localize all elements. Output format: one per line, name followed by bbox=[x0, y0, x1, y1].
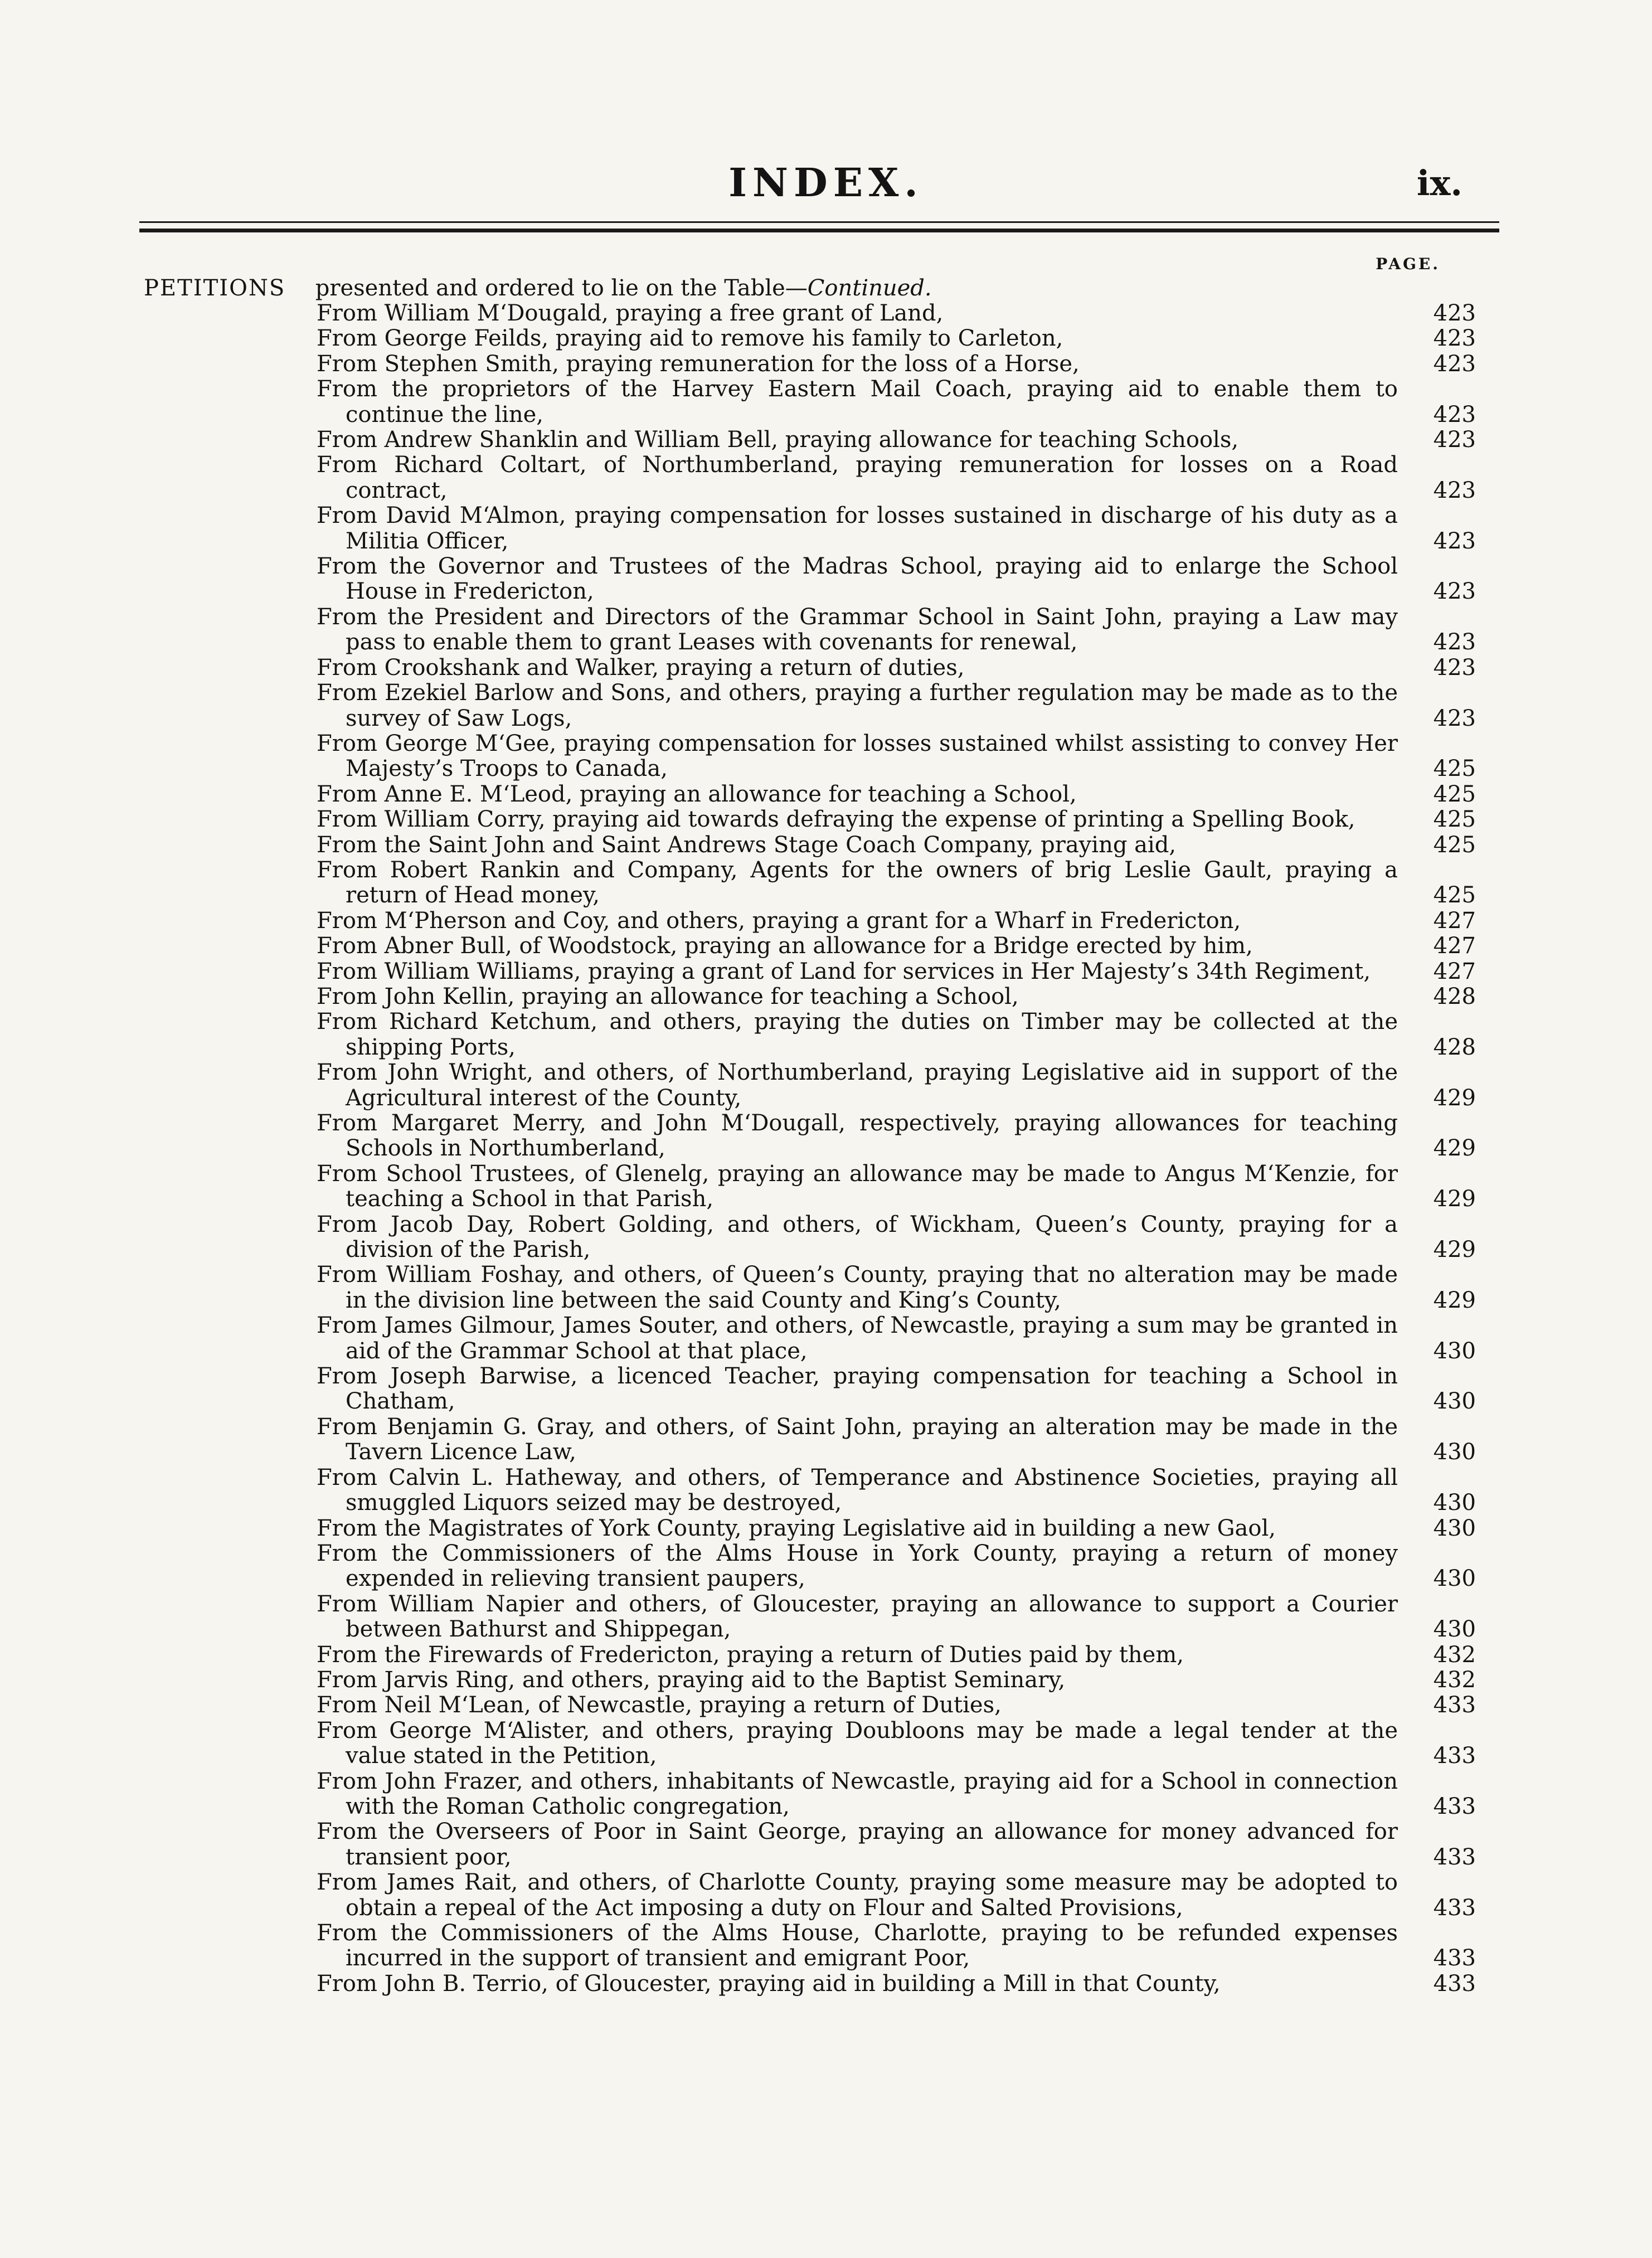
page-number: ix. bbox=[1416, 163, 1462, 203]
index-entry-text: From the Governor and Trustees of the Madras School, praying aid to enlarge the School House in Fredericton, bbox=[317, 553, 1398, 605]
index-entry-page: 430 bbox=[1433, 1388, 1476, 1415]
index-entry-text: From School Trustees, of Glenelg, praying an allowance may be made to Angus M‘Kenzie, for teaching a School in that Parish, bbox=[317, 1160, 1398, 1212]
index-entry-page: 425 bbox=[1433, 756, 1476, 782]
index-entry bbox=[317, 554, 1476, 605]
page-column-label: PAGE. bbox=[1376, 255, 1440, 273]
index-entry-text: From Robert Rankin and Company, Agents for the owners of brig Leslie Gault, praying a return of Head money, bbox=[317, 857, 1398, 909]
index-entry bbox=[317, 807, 1476, 832]
index-entry bbox=[317, 1313, 1476, 1364]
index-entry-text: From William Napier and others, of Gloucester, praying an allowance to support a Courier between Bathurst and Shippegan, bbox=[317, 1591, 1398, 1643]
index-entry bbox=[317, 984, 1476, 1009]
index-entry-page: 433 bbox=[1433, 1895, 1476, 1921]
index-entry-page: 433 bbox=[1433, 1793, 1476, 1819]
index-entry bbox=[317, 1718, 1476, 1769]
index-entry-page: 429 bbox=[1433, 1287, 1476, 1313]
index-entry bbox=[317, 1060, 1476, 1111]
index-entry bbox=[317, 858, 1476, 909]
index-entry-text: From James Rait, and others, of Charlotte County, praying some measure may be adopted to obtain a repeal of the Act imposing a duty on Flour and Salted Provisions, bbox=[317, 1869, 1398, 1921]
index-entry-text: From Andrew Shanklin and William Bell, praying allowance for teaching Schools, bbox=[317, 427, 1239, 453]
index-entry bbox=[317, 934, 1476, 959]
index-entry bbox=[317, 1415, 1476, 1465]
index-entry-page: 433 bbox=[1433, 1844, 1476, 1870]
index-entry bbox=[317, 352, 1476, 377]
index-entry-text: From Abner Bull, of Woodstock, praying an allowance for a Bridge erected by him, bbox=[317, 933, 1253, 959]
index-entry bbox=[317, 1668, 1476, 1693]
index-entry-text: From William Foshay, and others, of Queen’s County, praying that no alteration may be made in the division line between the said County and King’s County, bbox=[317, 1262, 1398, 1313]
index-entry bbox=[317, 1465, 1476, 1516]
index-entry-page: 427 bbox=[1433, 958, 1476, 984]
index-entry bbox=[317, 1541, 1476, 1592]
index-entry bbox=[317, 605, 1476, 655]
index-entry bbox=[317, 1516, 1476, 1541]
index-entry-text: From Stephen Smith, praying remuneration for the loss of a Horse, bbox=[317, 351, 1080, 377]
index-entry-text: From Crookshank and Walker, praying a return of duties, bbox=[317, 654, 965, 681]
index-entry-page: 430 bbox=[1433, 1566, 1476, 1592]
index-entry-page: 423 bbox=[1433, 401, 1476, 428]
index-entry-page: 423 bbox=[1433, 654, 1476, 681]
index-entry bbox=[317, 1364, 1476, 1415]
index-entry-page: 433 bbox=[1433, 1970, 1476, 1997]
index-entry bbox=[317, 453, 1476, 503]
index-entry-text: From Jacob Day, Robert Golding, and others, of Wickham, Queen’s County, praying for a division of the Parish, bbox=[317, 1211, 1398, 1263]
index-entry-text: From Ezekiel Barlow and Sons, and others, praying a further regulation may be made as to the survey of Saw Logs, bbox=[317, 680, 1398, 731]
index-entry-page: 429 bbox=[1433, 1085, 1476, 1111]
index-entry-page: 433 bbox=[1433, 1743, 1476, 1769]
index-entry-text: From Richard Ketchum, and others, praying the duties on Timber may be collected at the shipping Ports, bbox=[317, 1009, 1398, 1060]
index-entry-page: 423 bbox=[1433, 579, 1476, 605]
index-entry-text: From James Gilmour, James Souter, and others, of Newcastle, praying a sum may be granted in aid of the Grammar School at that place, bbox=[317, 1313, 1398, 1364]
index-entry-text: From George M‘Alister, and others, praying Doubloons may be made a legal tender at the value stated in the Petition, bbox=[317, 1717, 1398, 1769]
index-entry bbox=[317, 1643, 1476, 1668]
index-entry-page: 427 bbox=[1433, 933, 1476, 959]
index-entry-text: From Joseph Barwise, a licenced Teacher, praying compensation for teaching a School in Chatham, bbox=[317, 1363, 1398, 1415]
index-entry-page: 430 bbox=[1433, 1616, 1476, 1643]
index-entry-text: From the Firewards of Fredericton, praying a return of Duties paid by them, bbox=[317, 1642, 1184, 1668]
index-entry bbox=[317, 428, 1476, 453]
index-entry bbox=[317, 909, 1476, 934]
index-entry-page: 425 bbox=[1433, 882, 1476, 909]
index-entry-text: From William Williams, praying a grant of Land for services in Her Majesty’s 34th Regiment, bbox=[317, 958, 1371, 984]
index-entry-text: From the Overseers of Poor in Saint George, praying an allowance for money advanced for transient poor, bbox=[317, 1819, 1398, 1870]
index-entry bbox=[317, 1921, 1476, 1971]
index-entry bbox=[317, 301, 1476, 326]
index-entry-text: From Jarvis Ring, and others, praying aid to the Baptist Seminary, bbox=[317, 1667, 1066, 1693]
index-entry bbox=[317, 1870, 1476, 1921]
index-entry-text: From George M‘Gee, praying compensation for losses sustained whilst assisting to convey Her Majesty’s Troops to Canada, bbox=[317, 730, 1398, 782]
index-entry-text: From John Kellin, praying an allowance for teaching a School, bbox=[317, 983, 1019, 1009]
index-entry bbox=[317, 503, 1476, 554]
index-entry-text: From the Magistrates of York County, praying Legislative aid in building a new Gaol, bbox=[317, 1515, 1276, 1541]
index-entry-page: 428 bbox=[1433, 983, 1476, 1009]
section-heading-text: presented and ordered to lie on the Table— bbox=[315, 275, 808, 301]
index-entry bbox=[317, 655, 1476, 681]
index-entry-page: 423 bbox=[1433, 427, 1476, 453]
index-entry-text: From John B. Terrio, of Gloucester, praying aid in building a Mill in that County, bbox=[317, 1970, 1221, 1997]
index-entry-text: From Calvin L. Hatheway, and others, of Temperance and Abstinence Societies, praying all smuggled Liquors seized may be destroyed, bbox=[317, 1464, 1398, 1516]
index-entry-page: 425 bbox=[1433, 832, 1476, 858]
index-entry bbox=[317, 326, 1476, 351]
index-entry-text: From Neil M‘Lean, of Newcastle, praying a return of Duties, bbox=[317, 1692, 1002, 1718]
section-name: PETITIONS bbox=[144, 275, 286, 301]
index-entry-page: 429 bbox=[1433, 1135, 1476, 1162]
index-entry-text: From John Frazer, and others, inhabitants of Newcastle, praying aid for a School in connection with the Roman Catholic congregation, bbox=[317, 1768, 1398, 1819]
index-entry-page: 427 bbox=[1433, 907, 1476, 934]
index-entry bbox=[317, 782, 1476, 807]
index-entry-page: 433 bbox=[1433, 1692, 1476, 1718]
index-entry-text: From the proprietors of the Harvey Eastern Mail Coach, praying aid to enable them to continue the line, bbox=[317, 376, 1398, 428]
index-entry bbox=[317, 1212, 1476, 1263]
index-entries bbox=[317, 301, 1476, 1997]
index-entry-text: From William M‘Dougald, praying a free grant of Land, bbox=[317, 300, 944, 326]
index-entry bbox=[317, 1769, 1476, 1820]
index-entry-page: 433 bbox=[1433, 1945, 1476, 1971]
index-entry bbox=[317, 959, 1476, 984]
index-entry bbox=[317, 833, 1476, 858]
index-entry-page: 423 bbox=[1433, 629, 1476, 655]
index-entry-page: 432 bbox=[1433, 1667, 1476, 1693]
index-entry-text: From George Feilds, praying aid to remove his family to Carleton, bbox=[317, 326, 1063, 352]
index-entry bbox=[317, 377, 1476, 428]
index-entry-page: 430 bbox=[1433, 1515, 1476, 1541]
index-entry bbox=[317, 1262, 1476, 1313]
index-entry bbox=[317, 1009, 1476, 1060]
index-entry-page: 423 bbox=[1433, 300, 1476, 326]
index-entry-text: From the Commissioners of the Alms House, Charlotte, praying to be refunded expenses incurred in the support of transient and emigrant Poor, bbox=[317, 1920, 1398, 1971]
index-entry bbox=[317, 1693, 1476, 1718]
index-entry-text: From the President and Directors of the Grammar School in Saint John, praying a Law may pass to enable them to grant Leases with covenants for renewal, bbox=[317, 604, 1398, 655]
index-entry-page: 432 bbox=[1433, 1642, 1476, 1668]
index-entry-page: 423 bbox=[1433, 326, 1476, 352]
index-entry-text: From Richard Coltart, of Northumberland, praying remuneration for losses on a Road contract, bbox=[317, 452, 1398, 503]
index-entry-page: 425 bbox=[1433, 807, 1476, 833]
section-continued: Continued. bbox=[807, 275, 932, 301]
index-entry bbox=[317, 1971, 1476, 1997]
index-entry-text: From Benjamin G. Gray, and others, of Saint John, praying an alteration may be made in the Tavern Licence Law, bbox=[317, 1414, 1398, 1465]
index-entry-page: 430 bbox=[1433, 1439, 1476, 1465]
index-entry-text: From William Corry, praying aid towards defraying the expense of printing a Spelling Book, bbox=[317, 807, 1355, 833]
index-entry-page: 423 bbox=[1433, 477, 1476, 503]
index-entry-page: 425 bbox=[1433, 781, 1476, 807]
index-entry-text: From Anne E. M‘Leod, praying an allowance for teaching a School, bbox=[317, 781, 1077, 807]
header-rule-thick bbox=[139, 229, 1499, 232]
index-entry-page: 423 bbox=[1433, 528, 1476, 554]
index-entry-page: 429 bbox=[1433, 1237, 1476, 1263]
index-entry-page: 430 bbox=[1433, 1338, 1476, 1364]
index-entry bbox=[317, 1111, 1476, 1162]
index-entry-page: 429 bbox=[1433, 1186, 1476, 1212]
index-entry-page: 423 bbox=[1433, 705, 1476, 731]
header-rule-thin bbox=[139, 221, 1499, 223]
index-entry-text: From Margaret Merry, and John M‘Dougall, respectively, praying allowances for teaching Schools in Northumberland, bbox=[317, 1110, 1398, 1162]
index-entry bbox=[317, 1592, 1476, 1643]
index-entry bbox=[317, 1162, 1476, 1212]
index-entry-page: 423 bbox=[1433, 351, 1476, 377]
index-entry-text: From M‘Pherson and Coy, and others, praying a grant for a Wharf in Fredericton, bbox=[317, 907, 1241, 934]
index-entry-text: From the Commissioners of the Alms House in York County, praying a return of money expended in relieving transient paupers, bbox=[317, 1540, 1398, 1592]
index-entry-text: From John Wright, and others, of Northumberland, praying Legislative aid in support of the Agricultural interest of the County, bbox=[317, 1060, 1398, 1111]
page-title: INDEX. bbox=[728, 159, 924, 206]
index-entry-page: 428 bbox=[1433, 1034, 1476, 1060]
index-entry-page: 430 bbox=[1433, 1490, 1476, 1516]
index-entry bbox=[317, 731, 1476, 782]
section-heading bbox=[144, 275, 932, 302]
index-entry-text: From David M‘Almon, praying compensation for losses sustained in discharge of his duty as a Militia Officer, bbox=[317, 503, 1398, 554]
index-entry bbox=[317, 1819, 1476, 1870]
index-entry bbox=[317, 681, 1476, 731]
index-entry-text: From the Saint John and Saint Andrews Stage Coach Company, praying aid, bbox=[317, 832, 1177, 858]
